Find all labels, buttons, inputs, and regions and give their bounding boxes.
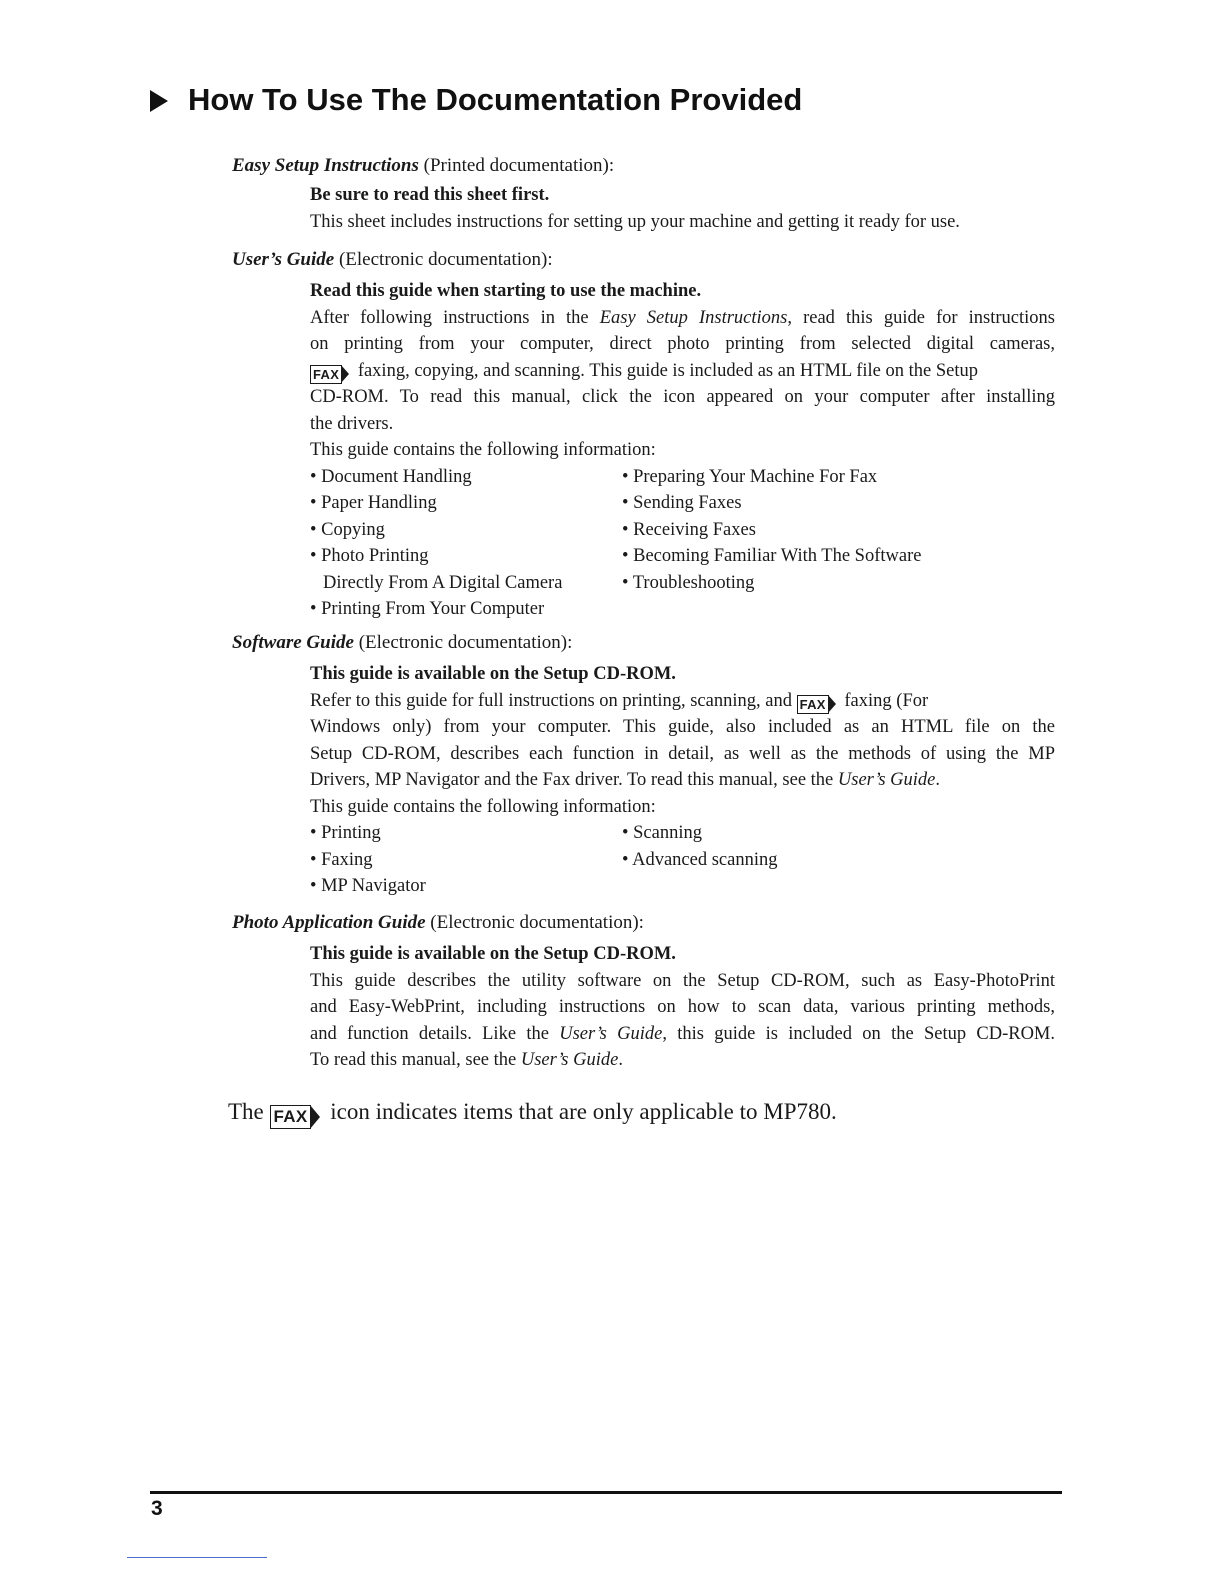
- users-guide-section: [232, 246, 1062, 623]
- users-guide-line-5: the drivers.: [310, 413, 394, 434]
- users-guide-line-1-post: , read this guide for instructions: [787, 307, 1056, 328]
- fax-icon-tip: [828, 695, 836, 713]
- fax-icon: [270, 1105, 321, 1129]
- easy-setup-kind: (Printed documentation):: [418, 155, 615, 176]
- fax-icon-label: FAX: [797, 695, 829, 714]
- footnote-divider: [127, 1557, 267, 1558]
- software-guide-line-4-ital: User’s Guide: [837, 770, 936, 790]
- users-guide-contains: This guide contains the following information:: [310, 440, 656, 460]
- software-guide-line-3: Setup CD-ROM, describes each function in detail, as well as the methods of using the MP: [310, 743, 1055, 764]
- software-guide-line-4-post: .: [935, 770, 940, 790]
- list-item: • Printing From Your Computer: [310, 599, 545, 619]
- list-item: • Becoming Familiar With The Software: [622, 546, 922, 566]
- software-guide-topic-list: [310, 820, 1055, 900]
- users-guide-topics-left: [310, 464, 622, 623]
- users-guide-topic-list: [310, 464, 1055, 623]
- easy-setup-body: [310, 182, 1055, 235]
- fax-note-post: icon indicates items that are only applicable to MP780.: [330, 1099, 837, 1124]
- photo-app-guide-line-3: [310, 1021, 1055, 1048]
- software-guide-line-4: [310, 767, 1055, 794]
- photo-app-guide-line-4-ital: User’s Guide: [520, 1050, 619, 1070]
- photo-app-guide-line-4-post: .: [618, 1050, 623, 1070]
- software-guide-line-1-pre: Refer to this guide for full instructions on printing, scanning, and: [310, 690, 792, 711]
- users-guide-line-4: CD-ROM. To read this manual, click the icon appeared on your computer after installing: [310, 387, 1055, 407]
- photo-app-guide-title: [232, 909, 1062, 937]
- easy-setup-paragraph: [310, 209, 1055, 236]
- photo-app-guide-paragraph: [310, 968, 1055, 1074]
- users-guide-line-3-text: faxing, copying, and scanning. This guide is included as an HTML file on the Setup: [357, 360, 978, 381]
- list-item: • Scanning: [622, 823, 702, 843]
- fax-icon-label: FAX: [310, 365, 342, 384]
- list-item: • Paper Handling: [310, 493, 437, 513]
- list-item: • Receiving Faxes: [622, 519, 756, 540]
- photo-app-guide-line-3-pre: and function details. Like the: [310, 1023, 560, 1044]
- fax-icon-tip: [341, 365, 349, 383]
- software-guide-kind: (Electronic documentation):: [353, 632, 573, 653]
- list-item: • Troubleshooting: [622, 572, 755, 593]
- easy-setup-lead: Be sure to read this sheet first.: [310, 185, 550, 205]
- photo-app-guide-body: [310, 941, 1055, 1074]
- list-item: • Advanced scanning: [622, 849, 778, 870]
- easy-setup-title: [232, 152, 1062, 180]
- software-guide-line-1-post: faxing (For: [844, 690, 929, 711]
- software-guide-name: Software Guide: [232, 632, 354, 653]
- list-item: • Preparing Your Machine For Fax: [622, 466, 878, 487]
- photo-app-guide-name: Photo Application Guide: [232, 912, 426, 933]
- users-guide-paragraph: [310, 305, 1055, 464]
- fax-icon: [797, 695, 836, 714]
- photo-app-guide-line-4: [310, 1047, 1055, 1074]
- fax-icon-label: FAX: [270, 1105, 312, 1129]
- list-item: • Photo Printing: [310, 546, 429, 566]
- list-item: • Copying: [310, 519, 385, 540]
- users-guide-kind: (Electronic documentation):: [334, 249, 553, 270]
- users-guide-lead: Read this guide when starting to use the machine.: [310, 281, 702, 301]
- software-guide-line-4-pre: Drivers, MP Navigator and the Fax driver. To read this manual, see the: [310, 770, 838, 790]
- list-item: • Printing: [310, 823, 381, 843]
- photo-app-guide-kind: (Electronic documentation):: [425, 912, 644, 933]
- software-guide-body: [310, 661, 1055, 900]
- software-guide-lead: This guide is available on the Setup CD-ROM.: [310, 664, 676, 684]
- fax-icon-note: [228, 1096, 837, 1129]
- software-guide-section: [232, 629, 1062, 900]
- software-guide-paragraph: [310, 688, 1055, 821]
- photo-app-guide-line-3-post: , this guide is included on the Setup CD-ROM.: [662, 1023, 1056, 1044]
- page-title-text: How To Use The Documentation Provided: [188, 82, 803, 117]
- page-title: [150, 78, 802, 122]
- fax-note-pre: The: [228, 1099, 264, 1124]
- photo-app-guide-line-4-pre: To read this manual, see the: [310, 1050, 521, 1070]
- software-guide-line-2: Windows only) from your computer. This guide, also included as an HTML file on the: [310, 717, 1055, 737]
- list-item: • Faxing: [310, 849, 373, 870]
- software-guide-title: [232, 629, 1062, 657]
- software-guide-line-1: [310, 688, 1055, 715]
- users-guide-topics-right: [622, 464, 1052, 623]
- list-item: • MP Navigator: [310, 876, 426, 896]
- list-item: • Document Handling: [310, 466, 472, 487]
- list-item-continuation: Directly From A Digital Camera: [323, 572, 563, 593]
- photo-app-guide-line-2: and Easy-WebPrint, including instructions on how to scan data, various printing methods,: [310, 997, 1055, 1017]
- fax-icon-tip: [310, 1105, 320, 1129]
- users-guide-line-2: on printing from your computer, direct photo printing from selected digital cameras,: [310, 334, 1055, 354]
- photo-app-guide-section: [232, 909, 1062, 1074]
- users-guide-name: User’s Guide: [232, 249, 335, 270]
- easy-setup-section: [232, 152, 1062, 235]
- footer-divider: [150, 1491, 1062, 1494]
- users-guide-title: [232, 246, 1062, 274]
- software-guide-topics-left: [310, 820, 622, 900]
- list-item: • Sending Faxes: [622, 493, 742, 513]
- fax-icon: [310, 365, 349, 384]
- software-guide-topics-right: [622, 820, 1052, 900]
- triangle-bullet-icon: [150, 90, 168, 112]
- photo-app-guide-line-1: This guide describes the utility software on the Setup CD-ROM, such as Easy-PhotoPrint: [310, 970, 1055, 991]
- photo-app-guide-line-3-ital: User’s Guide: [559, 1023, 663, 1044]
- users-guide-line-1: [310, 305, 1055, 332]
- easy-setup-name: Easy Setup Instructions: [232, 155, 419, 176]
- users-guide-body: [310, 278, 1055, 623]
- users-guide-line-1-ital: Easy Setup Instructions: [599, 307, 788, 328]
- page-number: 3: [151, 1497, 163, 1520]
- easy-setup-line: This sheet includes instructions for setting up your machine and getting it ready for use.: [310, 211, 960, 232]
- software-guide-contains: This guide contains the following information:: [310, 796, 656, 817]
- users-guide-line-1-pre: After following instructions in the: [310, 307, 600, 328]
- users-guide-line-3: [310, 358, 1055, 385]
- photo-app-guide-lead: This guide is available on the Setup CD-ROM.: [310, 944, 676, 964]
